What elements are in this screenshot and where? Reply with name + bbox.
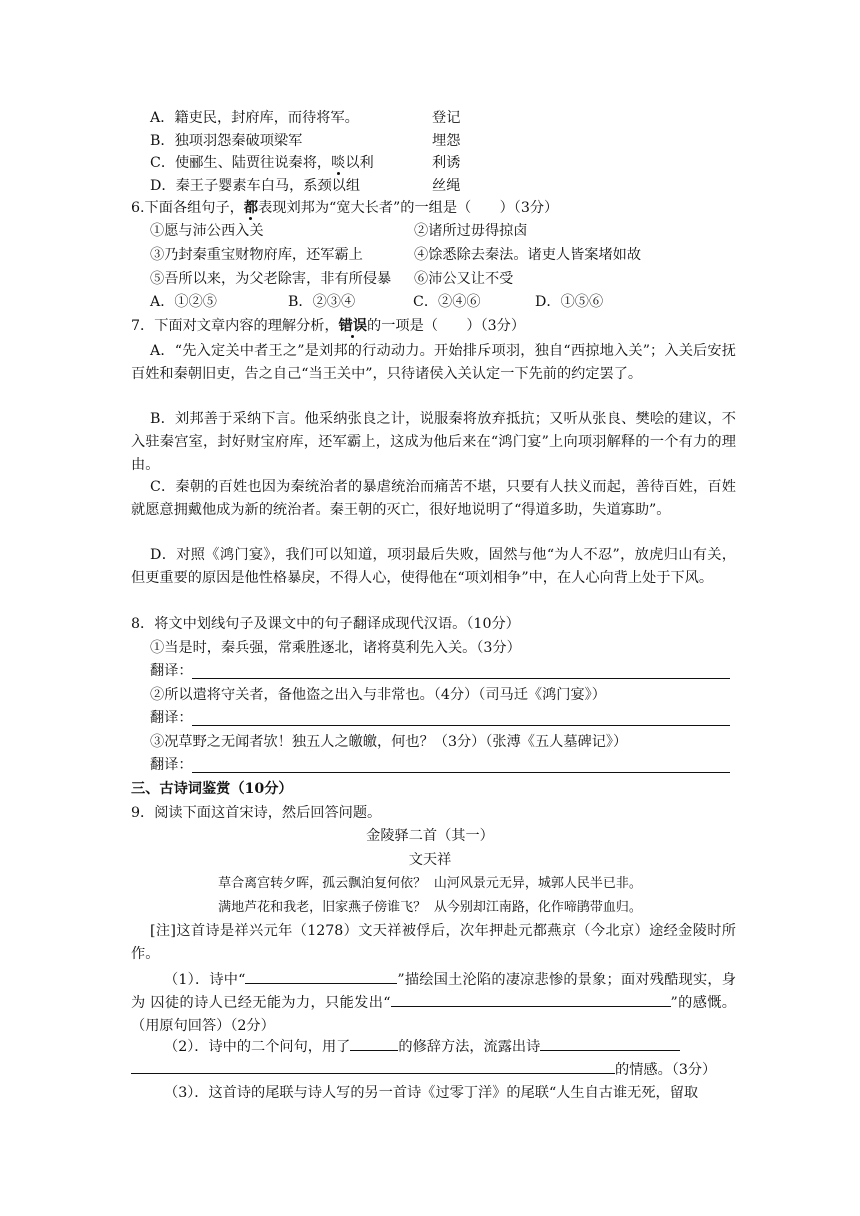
answer-blank-4[interactable] — [540, 1036, 680, 1051]
dotted-character: 啖 — [331, 155, 346, 171]
q9-part-2-cont: 的情感。（3分） — [131, 1059, 716, 1080]
q6-item-3: ③乃封秦重宝财物府库，还军霸上 — [150, 247, 363, 263]
q7-option-d: D．对照《鸿门宴》，我们可以知道，项羽最后失败，固然与他“为人不忍”，放虎归山有关，但更重要的原因是他性格暴戾，不得人心，使得他在“项刘相争”中，在人心向背上处于下风。 — [131, 547, 736, 586]
q7-option-a: A．“先入定关中者王之”是刘邦的行动动力。开始排斥项羽，独自“西掠地入关”；入关后安抚百姓和秦朝旧吏，告之自己“当王关中”，只待诸侯入关认定一下先前的约定罢了。 — [131, 343, 736, 382]
q5-option-c: C．使郦生、陆贾往说秦将，啖以利 — [150, 155, 374, 171]
q5-option-d: D．秦王子婴素车白马，系颈以组 — [150, 178, 361, 194]
poem-line-1: 草合离宫转夕晖，孤云飘泊复何依？ 山河风景元无异，城郭人民半已非。 — [218, 876, 642, 891]
q5-gloss-a: 登记 — [432, 110, 461, 126]
q6-stem: 6.下面各组句子，都表现刘邦为“宽大长者”的一组是（ ）（3分） — [131, 200, 559, 216]
q5-option-a: A．籍吏民，封府库，而待将军。 — [150, 110, 359, 126]
answer-blank-1[interactable] — [245, 969, 397, 984]
q9-stem: 9．阅读下面这首宋诗，然后回答问题。 — [131, 805, 382, 821]
q7-option-b: B．刘邦善于采纳下言。他采纳张良之计，说服秦将放弃抵抗；又听从张良、樊哙的建议，不入驻秦宫室，封好财宝府库，还军霸上，这成为他后来在“鸿门宴”上向项羽解释的一个有力的理由。 — [131, 411, 736, 473]
answer-line-1[interactable] — [192, 678, 730, 679]
poem-note: [注]这首诗是祥兴元年（1278）文天祥被俘后，次年押赴元都燕京（今北京）途经金陵时所作。 — [131, 923, 736, 962]
q6-item-1: ①愿与沛公西入关 — [150, 223, 264, 239]
q8-sentence-1: ①当是时，秦兵强，常乘胜逐北，诸将莫利先入关。（3分） — [150, 640, 521, 656]
q6-item-2: ②诸所过毋得掠卤 — [414, 223, 528, 239]
answer-blank-3[interactable] — [350, 1036, 398, 1051]
translation-label-1: 翻译： — [150, 663, 193, 679]
q8-sentence-2: ②所以遣将守关者，备他盗之出入与非常也。（4分）（司马迁《鸿门宴》） — [150, 687, 606, 703]
q5-option-b: B．独项羽怨秦破项梁军 — [150, 133, 303, 149]
q7-option-c: C．秦朝的百姓也因为秦统治者的暴虐统治而痛苦不堪，只要有人扶义而起，善待百姓，百姓就愿意拥戴他成为新的统治者。秦王朝的灭亡，很好地说明了“得道多助，失道寡助”。 — [131, 479, 736, 518]
translation-label-3: 翻译： — [150, 757, 193, 773]
q9-part-3: （3）．这首诗的尾联与诗人写的另一首诗《过零丁洋》的尾联“人生自古谁无死，留取 — [164, 1085, 699, 1101]
translation-label-2: 翻译： — [150, 710, 193, 726]
q9-part-1: （1）．诗中“ ”描绘国土沦陷的凄凉悲惨的景象；面对残酷现实，身为 囚徒的诗人已经无能为力，只能发出“ ”的感慨。（用原句回答）（2分） — [131, 969, 736, 1038]
q7-stem: 7．下面对文章内容的理解分析，错误的一项是（ ）（3分） — [131, 318, 526, 334]
q6-item-5: ⑤吾所以来，为父老除害，非有所侵暴 — [150, 271, 392, 287]
poem-author: 文天祥 — [408, 852, 452, 868]
answer-blank-5[interactable] — [131, 1059, 615, 1074]
q6-item-6: ⑥沛公又让不受 — [414, 271, 514, 287]
q6-answer-c: C．②④⑥ — [413, 294, 481, 310]
q6-answer-a: A．①②⑤ — [150, 294, 217, 310]
q8-stem: 8．将文中划线句子及课文中的句子翻译成现代汉语。（10分） — [131, 616, 520, 632]
q6-item-4: ④馀悉除去秦法。诸吏人皆案堵如故 — [414, 247, 642, 263]
q5-gloss-d: 丝绳 — [432, 178, 461, 194]
q5-gloss-c: 利诱 — [432, 155, 461, 171]
answer-blank-2[interactable] — [391, 992, 671, 1007]
q6-answer-b: B．②③④ — [288, 294, 356, 310]
q6-answer-d: D．①⑤⑥ — [535, 294, 604, 310]
answer-line-2[interactable] — [192, 725, 730, 726]
poem-line-2: 满地芦花和我老，旧家燕子傍谁飞？ 从今别却江南路，化作啼鹃带血归。 — [218, 900, 642, 915]
q5-gloss-b: 埋怨 — [432, 133, 461, 149]
q8-sentence-3: ③况草野之无闻者欤！独五人之皦皦，何也？（3分）（张溥《五人墓碑记》） — [150, 734, 628, 750]
poem-title: 金陵驿二首（其一） — [366, 828, 494, 844]
section-title: 三、古诗词鉴赏（10分） — [131, 781, 293, 797]
answer-line-3[interactable] — [192, 772, 730, 773]
q9-part-2: （2）．诗中的二个问句，用了 的修辞方法，流露出诗 — [164, 1036, 680, 1057]
